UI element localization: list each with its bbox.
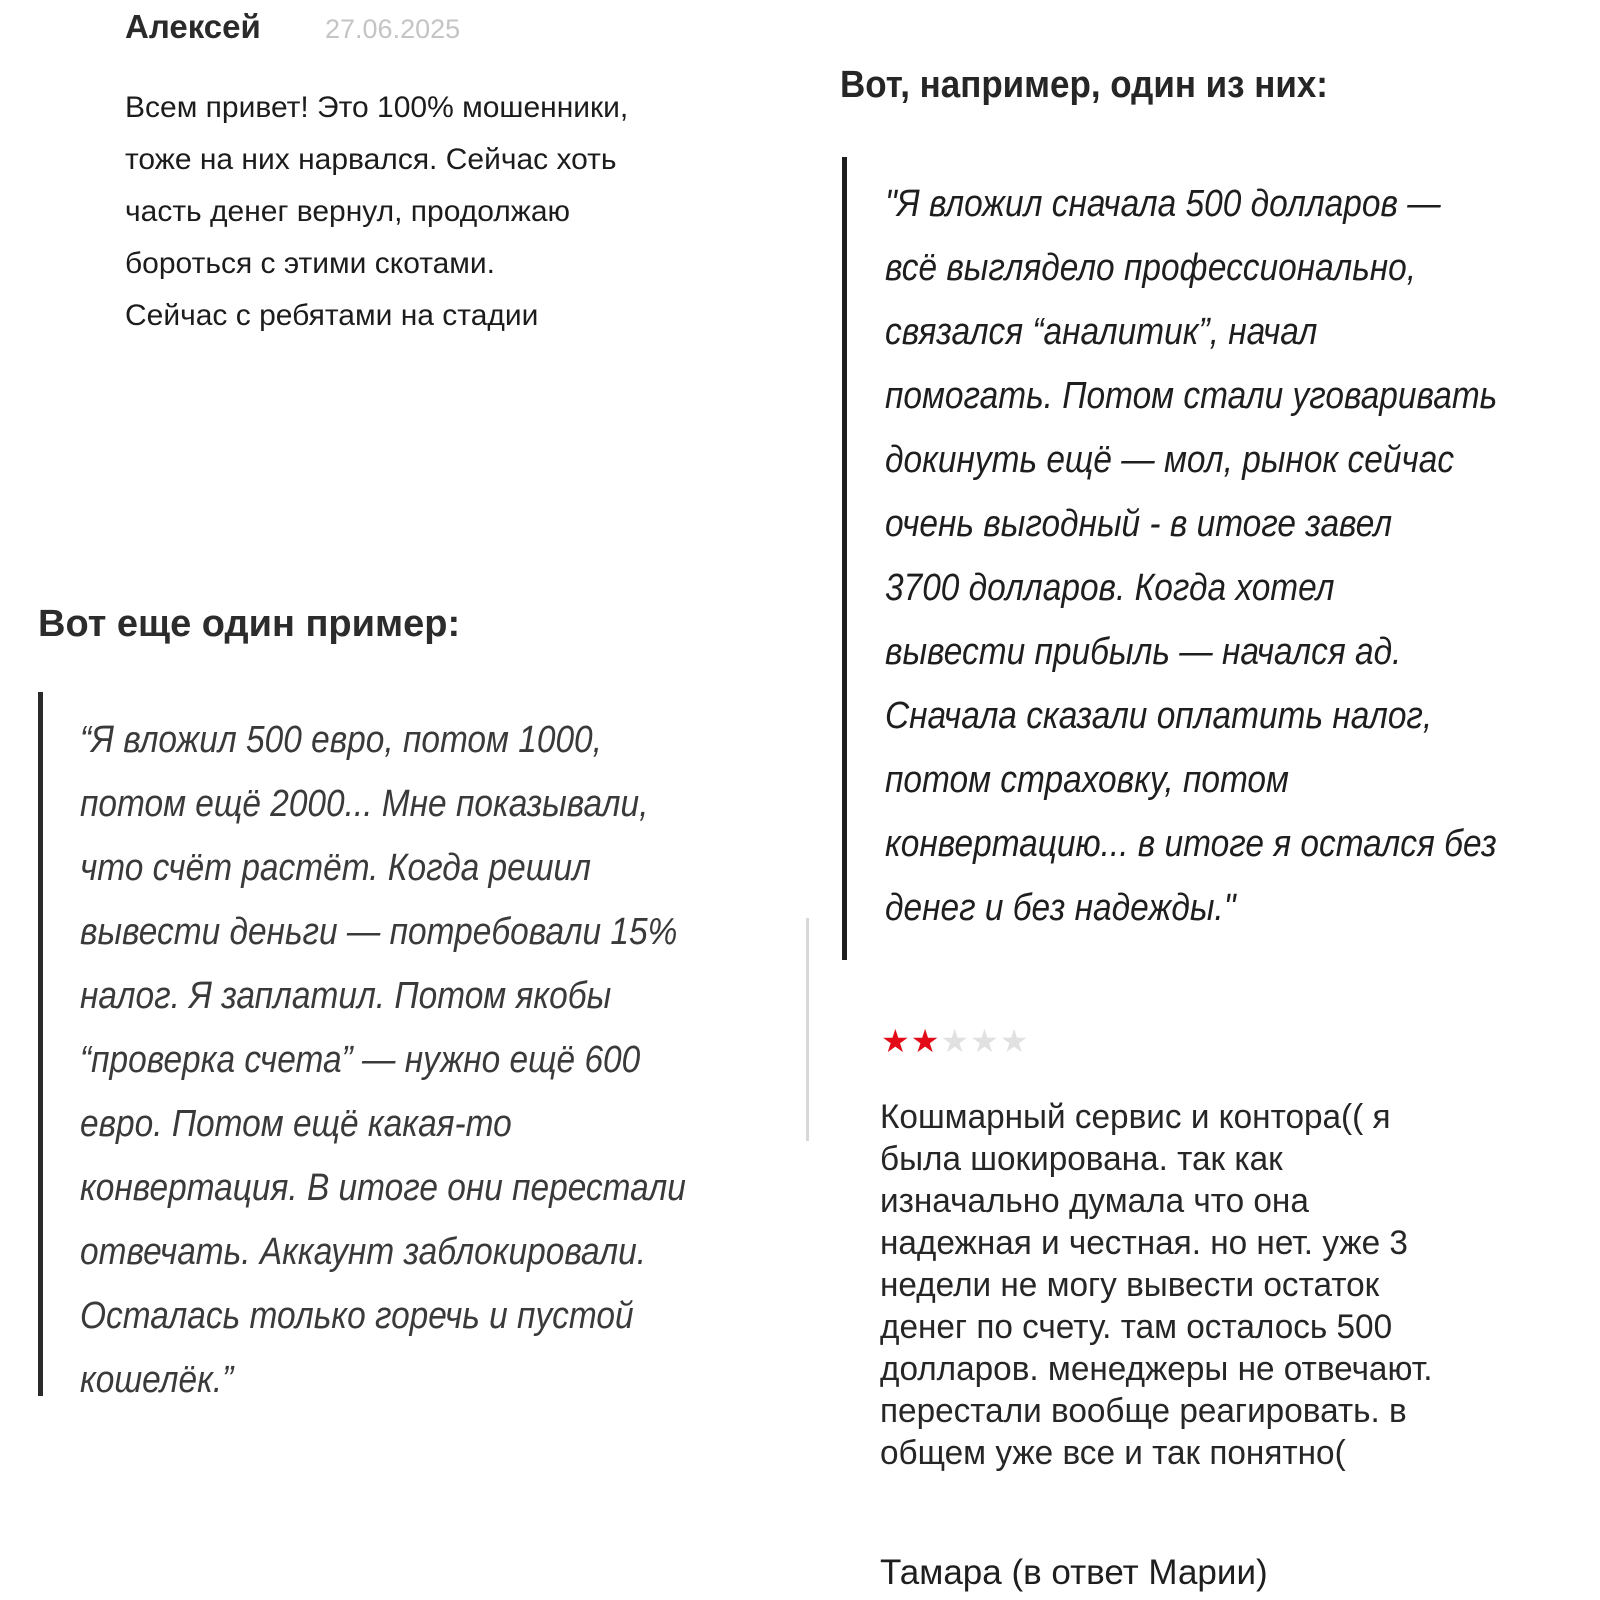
left-quote-line: “Я вложил 500 евро, потом 1000,	[80, 719, 602, 761]
comment-line: бороться с этими скотами.	[125, 247, 496, 280]
right-quote-line: докинуть ещё — мол, рынок сейчас	[885, 439, 1455, 481]
review-body	[880, 1096, 1433, 1474]
left-quote-line: “проверка счета” — нужно ещё 600	[80, 1039, 641, 1081]
comment-date: 27.06.2025	[325, 14, 461, 44]
right-quote-line: 3700 долларов. Когда хотел	[885, 567, 1335, 609]
comment-body	[125, 82, 745, 342]
right-quote-line: "Я вложил сначала 500 долларов —	[885, 183, 1441, 225]
separator-line	[806, 918, 809, 1141]
star-empty-icon: ★	[940, 1023, 971, 1059]
right-quote	[885, 172, 1497, 940]
right-quote-line: всё выглядело профессионально,	[885, 247, 1417, 289]
left-quote-line: что счёт растёт. Когда решил	[80, 847, 591, 889]
review-line: долларов. менеджеры не отвечают.	[880, 1350, 1433, 1388]
left-quote-line: налог. Я заплатил. Потом якобы	[80, 975, 612, 1017]
left-quote-bar	[38, 692, 43, 1396]
review-line: была шокирована. так как	[880, 1140, 1283, 1178]
rating-stars	[881, 1022, 1029, 1060]
left-heading: Вот еще один пример:	[38, 603, 461, 645]
comment-line: тоже на них нарвался. Сейчас хоть	[125, 143, 617, 176]
review-line: общем уже все и так понятно(	[880, 1434, 1346, 1472]
star-empty-icon: ★	[999, 1023, 1030, 1059]
review-line: надежная и честная. но нет. уже 3	[880, 1224, 1408, 1262]
star-filled-icon: ★	[881, 1023, 911, 1059]
comment-author: Алексей	[125, 8, 261, 45]
right-quote-line: вывести прибыль — начался ад.	[885, 631, 1402, 673]
left-quote-line: потом ещё 2000... Мне показывали,	[80, 783, 649, 825]
right-quote-line: денег и без надежды."	[885, 887, 1236, 929]
left-quote-line: отвечать. Аккаунт заблокировали.	[80, 1231, 647, 1273]
left-quote	[80, 708, 686, 1412]
right-quote-line: Сначала сказали оплатить налог,	[885, 695, 1433, 737]
star-empty-icon: ★	[970, 1023, 1000, 1059]
review-line: денег по счету. там осталось 500	[880, 1308, 1393, 1346]
comment-line: Всем привет! Это 100% мошенники,	[125, 91, 629, 124]
right-quote-line: очень выгодный - в итоге завел	[885, 503, 1393, 545]
left-quote-line: евро. Потом ещё какая-то	[80, 1103, 512, 1145]
right-quote-line: связался “аналитик”, начал	[885, 311, 1318, 353]
right-quote-line: конвертацию... в итоге я остался без	[885, 823, 1497, 865]
star-filled-icon: ★	[910, 1023, 941, 1059]
review-line: Кошмарный сервис и контора(( я	[880, 1098, 1391, 1136]
right-heading: Вот, например, один из них:	[840, 64, 1328, 106]
left-quote-line: кошелёк.”	[80, 1359, 234, 1401]
left-quote-line: вывести деньги — потребовали 15%	[80, 911, 678, 953]
comment-line: часть денег вернул, продолжаю	[125, 195, 571, 228]
comment-line: Сейчас с ребятами на стадии	[125, 299, 539, 332]
right-quote-line: помогать. Потом стали уговаривать	[885, 375, 1498, 417]
right-quote-line: потом страховку, потом	[885, 759, 1289, 801]
reply-author: Тамара (в ответ Марии)	[880, 1553, 1268, 1592]
left-quote-line: конвертация. В итоге они перестали	[80, 1167, 686, 1209]
review-line: перестали вообще реагировать. в	[880, 1392, 1407, 1430]
review-line: изначально думала что она	[880, 1182, 1309, 1220]
left-quote-line: Осталась только горечь и пустой	[80, 1295, 634, 1337]
review-line: недели не могу вывести остаток	[880, 1266, 1380, 1304]
right-quote-bar	[842, 157, 847, 960]
